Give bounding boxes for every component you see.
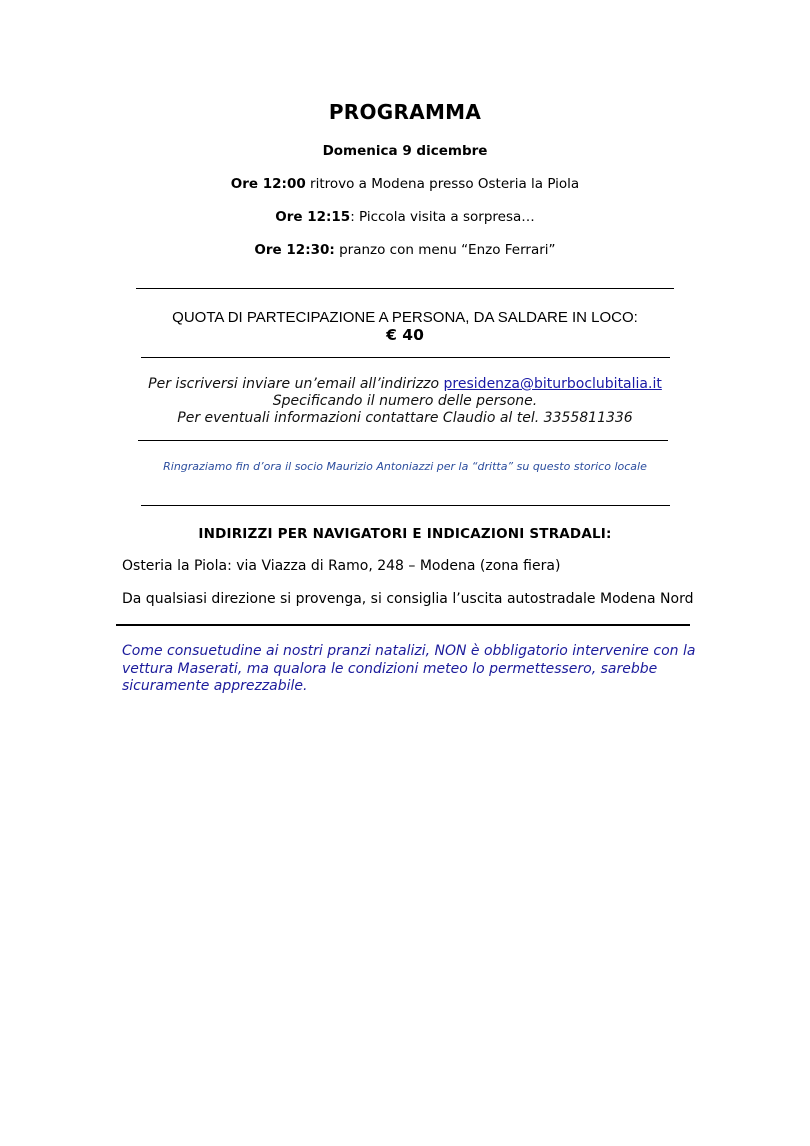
email-link[interactable]: presidenza@biturboclubitalia.it (443, 376, 662, 392)
schedule-text-2: Piccola visita a sorpresa… (359, 209, 535, 225)
closing-note-line-3: sicuramente apprezzabile. (122, 678, 308, 694)
divider-1 (136, 288, 674, 289)
schedule-item-3 (0, 242, 810, 258)
schedule-item-2 (0, 209, 810, 225)
signup-line-3: Per eventuali informazioni contattare Claudio al tel. 3355811336 (177, 410, 633, 426)
event-date: Domenica 9 dicembre (322, 143, 488, 159)
highway-exit-line: Da qualsiasi direzione si provenga, si consiglia l’uscita autostradale Modena Nord (122, 591, 694, 607)
quota-price: € 40 (386, 326, 424, 344)
divider-3 (138, 440, 668, 441)
thanks-note: Ringraziamo fin d’ora il socio Maurizio Antoniazzi per la “dritta” su questo storico locale (163, 460, 647, 473)
schedule-time-2: Ore 12:15 (275, 209, 351, 225)
address-line: Osteria la Piola: via Viazza di Ramo, 248 – Modena (zona fiera) (122, 558, 561, 574)
schedule-time-1: Ore 12:00 (230, 176, 306, 192)
schedule-item-1 (0, 176, 810, 192)
closing-note-line-2: vettura Maserati, ma qualora le condizioni meteo lo permettessero, sarebbe (122, 660, 658, 677)
page-title: PROGRAMMA (328, 100, 482, 124)
schedule-text-3: pranzo con menu “Enzo Ferrari” (339, 242, 556, 258)
signup-prefix: Per iscriversi inviare un’email all’indirizzo (148, 376, 444, 392)
schedule-time-3: Ore 12:30: (254, 242, 335, 258)
schedule-text-1: ritrovo a Modena presso Osteria la Piola (310, 176, 580, 192)
signup-line-2: Specificando il numero delle persone. (272, 393, 538, 409)
directions-heading: INDIRIZZI PER NAVIGATORI E INDICAZIONI STRADALI: (198, 526, 612, 542)
divider-4 (141, 505, 670, 506)
schedule-sep-2: : (350, 209, 360, 225)
closing-note (122, 643, 702, 696)
closing-note-line-1: Come consuetudine ai nostri pranzi natalizi, NON è obbligatorio intervenire con la (122, 643, 696, 659)
divider-thick (116, 624, 690, 626)
signup-line-1 (0, 376, 810, 392)
divider-2 (141, 357, 670, 358)
quota-label: QUOTA DI PARTECIPAZIONE A PERSONA, DA SALDARE IN LOCO: (172, 309, 638, 326)
